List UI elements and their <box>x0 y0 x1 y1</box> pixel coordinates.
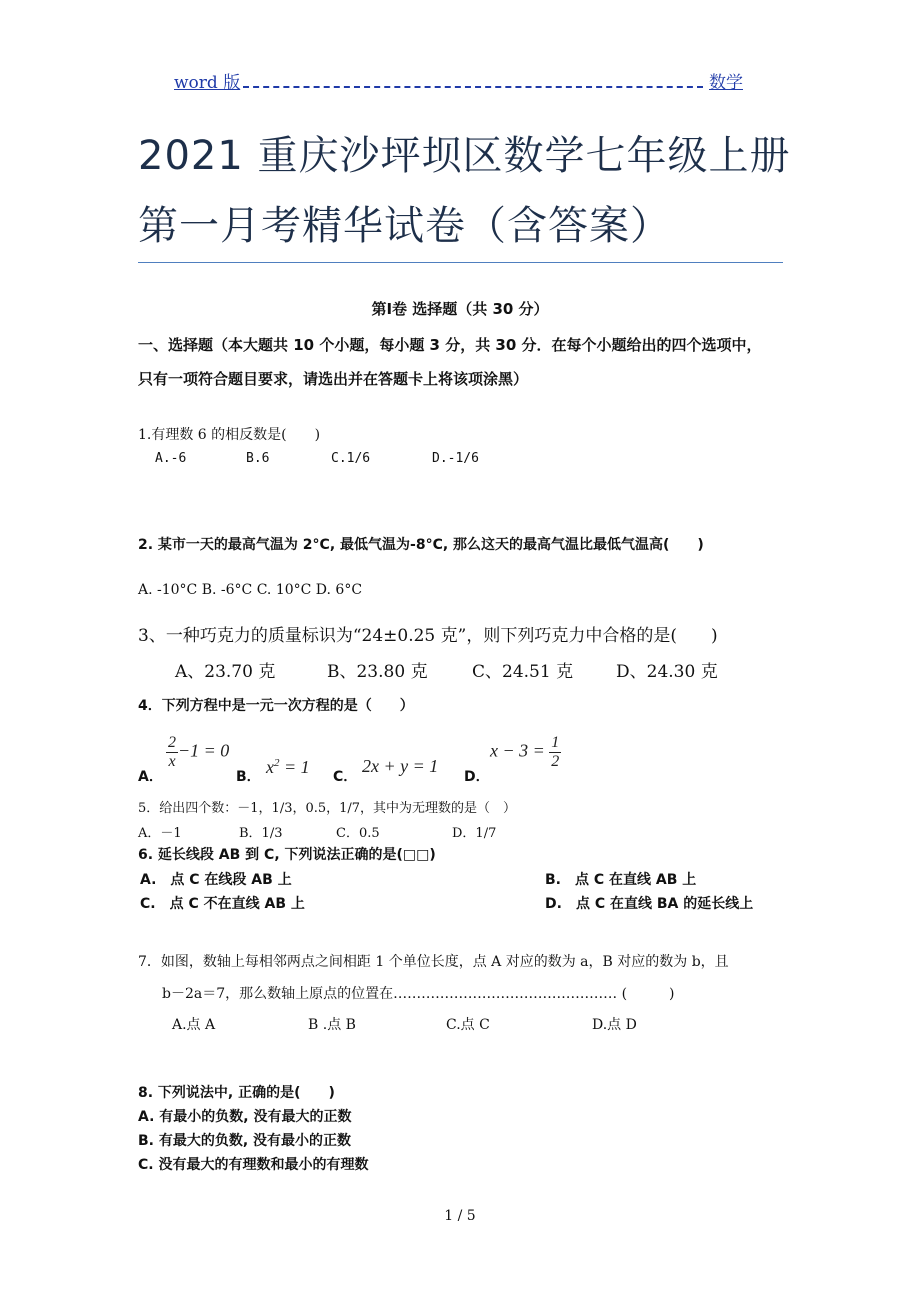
q6-stem: 6. 延长线段 AB 到 C, 下列说法正确的是(□□) <box>138 847 436 863</box>
q4-option-c-equation: 2x + y = 1 <box>362 756 439 776</box>
q4-option-b-equation <box>266 757 310 778</box>
q1-option-a: A.-6 <box>155 451 187 466</box>
q4-b-exponent: 2 <box>274 757 280 769</box>
page-number: 1 / 5 <box>444 1208 476 1224</box>
q7-line2: b－2a＝7，那么数轴上原点的位置在………………………………………… ( ) <box>162 986 675 1002</box>
q4-label-d: D． <box>464 769 490 785</box>
q3-option-b: B、23.80 克 <box>327 662 428 682</box>
q4-d-denominator: 2 <box>551 753 560 770</box>
q8-stem: 8. 下列说法中, 正确的是( ) <box>138 1085 335 1101</box>
q4-d-left: x − 3 = <box>490 740 545 761</box>
q4-a-rest: −1 = 0 <box>178 740 230 761</box>
q5-option-b: B．1/3 <box>239 826 283 841</box>
q4-b-base: x <box>266 757 274 777</box>
title-divider <box>138 262 783 263</box>
q6-option-c: C. 点 C 不在直线 AB 上 <box>140 896 305 912</box>
q6-option-a: A. 点 C 在线段 AB 上 <box>140 872 292 888</box>
q4-label-c: C． <box>333 769 358 785</box>
q3-option-d: D、24.30 克 <box>616 662 718 682</box>
q8-option-a: A. 有最小的负数, 没有最大的正数 <box>138 1109 352 1125</box>
q1-option-c: C.1/6 <box>331 451 371 466</box>
section-title: 第Ⅰ卷 选择题（共 30 分） <box>371 300 549 318</box>
q4-a-numerator: 2 <box>168 734 176 751</box>
q3-option-c: C、24.51 克 <box>472 662 574 682</box>
q4-option-a-equation <box>166 734 229 771</box>
section-instruction-2: 只有一项符合题目要求，请选出并在答题卡上将该项涂黑） <box>138 370 529 388</box>
q8-option-c: C. 没有最大的有理数和最小的有理数 <box>138 1157 369 1173</box>
q5-option-d: D．1/7 <box>452 826 497 841</box>
q7-option-b: B .点 B <box>308 1017 356 1033</box>
q1-option-b: B.6 <box>246 451 270 466</box>
q7-option-d: D.点 D <box>592 1017 637 1033</box>
q7-option-a: A.点 A <box>172 1017 216 1033</box>
q4-option-d-equation <box>490 734 561 771</box>
section-instruction-1: 一、选择题（本大题共 10 个小题，每小题 3 分，共 30 分．在每个小题给出的四个选项中， <box>138 336 762 354</box>
q7-line1: 7．如图，数轴上每相邻两点之间相距 1 个单位长度，点 A 对应的数为 a，B 对应的数为 b，且 <box>138 954 729 970</box>
q1-option-d: D.-1/6 <box>432 451 479 466</box>
q5-option-c: C．0.5 <box>336 826 380 841</box>
q4-stem: 4．下列方程中是一元一次方程的是（ ） <box>138 698 414 714</box>
doc-title-line1: 2021 重庆沙坪坝区数学七年级上册 <box>138 133 791 179</box>
q1-stem: 1.有理数 6 的相反数是( ) <box>138 427 321 443</box>
q5-option-a: A．－1 <box>138 826 182 841</box>
header-dash-line <box>243 68 703 88</box>
doc-title-line2: 第一月考精华试卷（含答案） <box>138 203 671 249</box>
q4-a-denominator: x <box>168 753 176 770</box>
q4-label-a: A． <box>138 769 163 785</box>
q5-stem: 5．给出四个数：－1，1/3，0.5，1/7，其中为无理数的是（ ） <box>138 801 517 816</box>
header-left: word 版 <box>174 73 241 93</box>
header-right: 数学 <box>709 73 743 93</box>
q3-stem: 3、一种巧克力的质量标识为“24±0.25 克”，则下列巧克力中合格的是( ) <box>138 626 718 646</box>
q6-option-b: B. 点 C 在直线 AB 上 <box>545 872 697 888</box>
q7-option-c: C.点 C <box>446 1017 490 1033</box>
q2-stem: 2. 某市一天的最高气温为 2°C, 最低气温为-8°C, 那么这天的最高气温比最低气温高( ) <box>138 537 704 553</box>
q4-b-rest: = 1 <box>279 757 310 777</box>
q3-option-a: A、23.70 克 <box>175 662 276 682</box>
q4-label-b: B． <box>236 769 261 785</box>
q6-option-d: D. 点 C 在直线 BA 的延长线上 <box>545 896 754 912</box>
q8-option-b: B. 有最大的负数, 没有最小的正数 <box>138 1133 352 1149</box>
q2-options: A. -10°C B. -6°C C. 10°C D. 6°C <box>138 582 363 598</box>
q4-d-numerator: 1 <box>551 734 560 751</box>
